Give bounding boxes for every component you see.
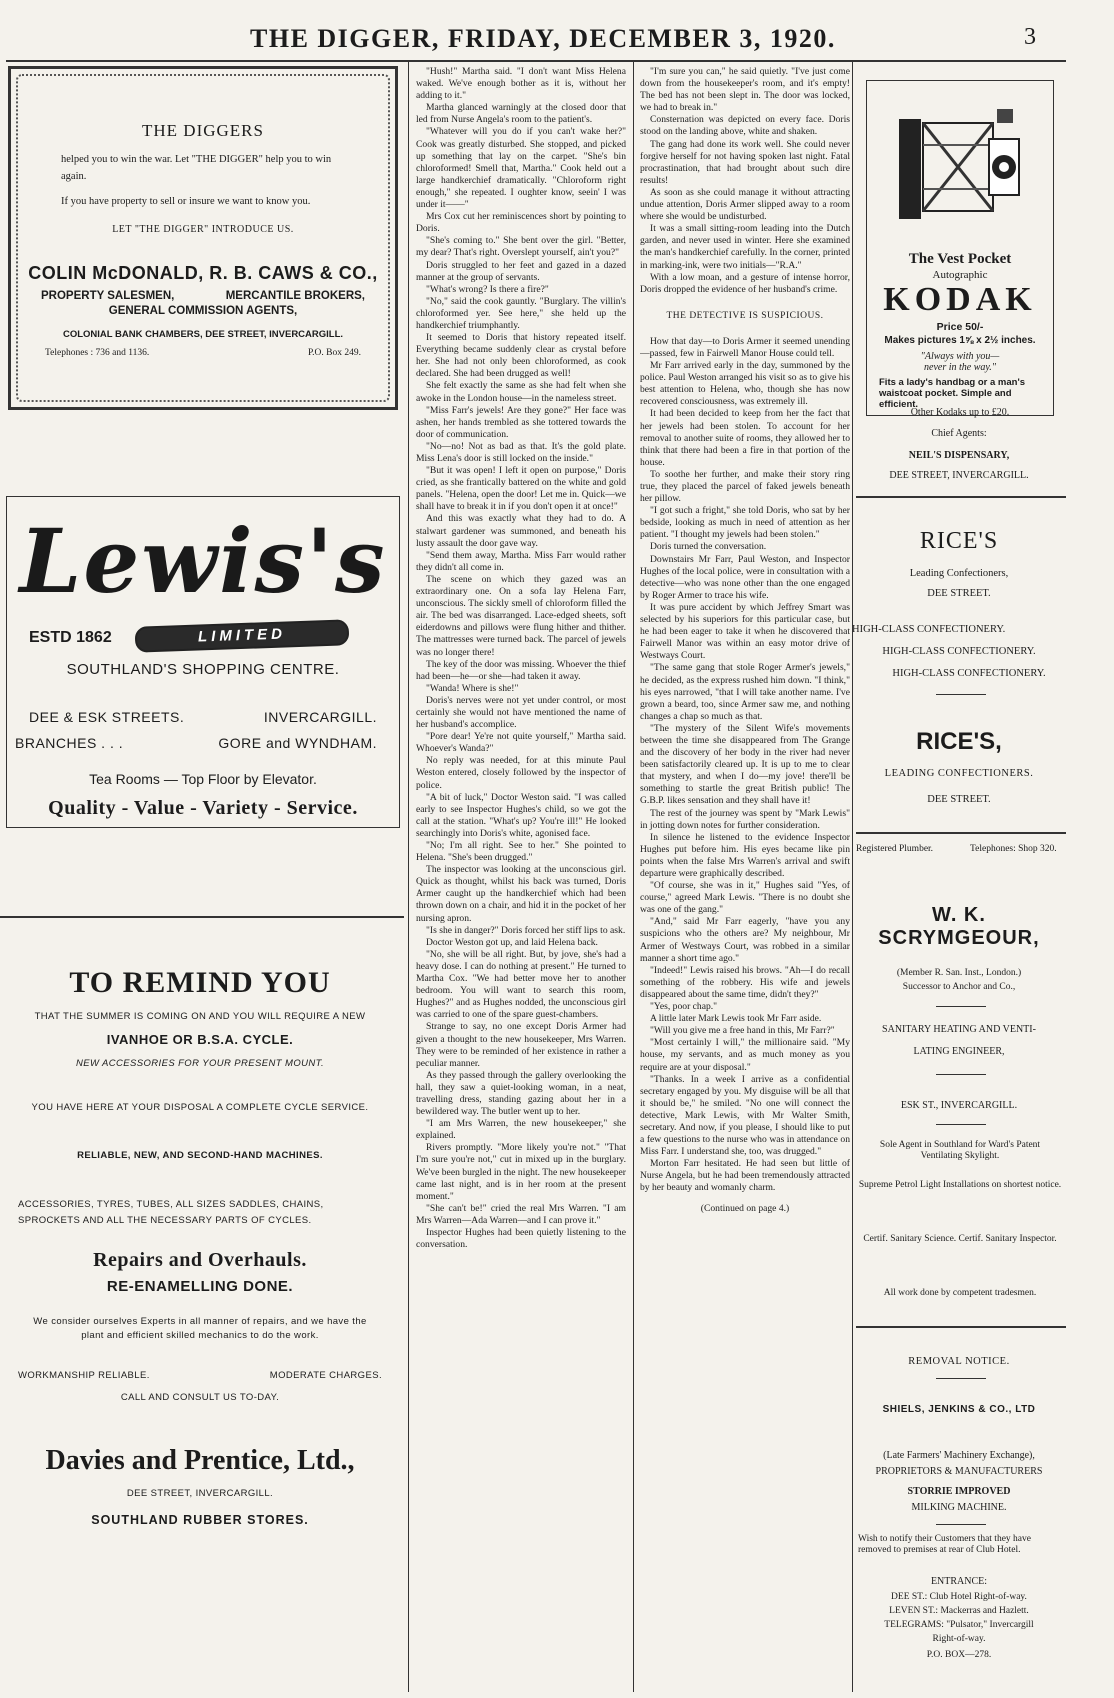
shiels-leven: LEVEN ST.: Mackerras and Hazlett.: [889, 1606, 1029, 1616]
lewis-city: INVERCARGILL.: [263, 709, 377, 725]
ad-separator: [936, 1074, 986, 1075]
story-paragraph: "Whatever will you do if you can't wake her?" Cook was greatly disturbed. She stopped, and picked up something that lay on the carpet. "She's bin chloroformed! Smell that, Martha." Cook held out a large handkerchief dramatically. "Chloroform right enough," she repeated. I oughter know, seein' I was under it——": [416, 126, 626, 211]
shiels-storrie: STORRIE IMPROVED: [907, 1486, 1011, 1497]
story-paragraph: "Most certainly I will," the millionaire said. "My house, my servants, and as much money as you require are at your disposal.": [640, 1037, 850, 1073]
story-paragraph: It seemed to Doris that history repeated itself. Everything became suddenly clear as crystal before her. She had not only been chloroformed, as cook declared. She had been drugged as well!: [416, 332, 626, 380]
shiels-dee: DEE ST.: Club Hotel Right-of-way.: [891, 1592, 1027, 1602]
story-paragraph: Doctor Weston got up, and laid Helena back.: [426, 936, 598, 948]
story-paragraph: Rivers promptly. "More likely you're not." "That I'm sure you're not," cut in mixed up in the burglary. We've been burgled in the night. The new housekeeper came last night, and is in her room at the present moment.": [416, 1142, 626, 1202]
story-paragraph: As soon as she could manage it without attracting undue attention, Doris Armer slipped away to a room where she would be undisturbed.: [640, 186, 850, 223]
camera-illustration: [897, 105, 1025, 225]
kodak-line: Makes pictures 1⅝ x 2½ inches.: [884, 335, 1036, 346]
rices-street: DEE STREET.: [927, 588, 991, 599]
shiels-wish: Wish to notify their Customers that they have removed to premises at rear of Club Hotel.: [858, 1534, 1031, 1555]
story-paragraph: "No, she will be all right. But, by jove, she's had a heavy dose. I can do nothing at present." He turned to Martha Cox. "We had better move her to another bedroom. You will want to search this room, Hughes?" and as Hughes nodded, the unconscious girl was carried to one of the spare guest-chambers.: [416, 948, 626, 1021]
scrymgeour-name: W. K. SCRYMGEOUR,: [878, 904, 1040, 949]
shiels-removal: REMOVAL NOTICE.: [908, 1356, 1010, 1367]
rices-sub: LEADING CONFECTIONERS.: [884, 768, 1034, 779]
diggers-intro: LET "THE DIGGER" INTRODUCE US.: [112, 224, 294, 235]
ad-separator: [936, 1124, 986, 1125]
scrymgeour-label: Registered Plumber.: [856, 844, 934, 854]
story-paragraph: "And," said Mr Farr eagerly, "have you any suspicions who the others are? My neighbour, Mr Armer of Westways Court, was robbed in a similar manner a short time ago.": [640, 916, 850, 964]
shiels-entrance: ENTRANCE:: [930, 1576, 988, 1587]
shiels-milking: MILKING MACHINE.: [911, 1502, 1007, 1513]
remind-line: MODERATE CHARGES.: [269, 1370, 382, 1381]
ad-separator: [936, 1006, 986, 1007]
diggers-heading: THE DIGGERS: [142, 121, 264, 140]
kodak-agent-address: DEE STREET, INVERCARGILL.: [889, 470, 1029, 481]
shiels-proprietors: PROPRIETORS & MANUFACTURERS: [875, 1466, 1043, 1477]
diggers-line: MERCANTILE BROKERS,: [225, 290, 365, 302]
scrymgeour-agent: Sole Agent in Southland for Ward's Patent Ventilating Skylight.: [879, 1140, 1041, 1161]
story-paragraph: "Thanks. In a week I arrive as a confidential secretary engaged by you. My disguise will be all that it should be," he smiled. "No one will connect the detective, Mark Lewis, with Mr Walter Smith, secretary. And now, if you please, I should like to put a few questions to the nurse who was in attendance on Miss Farr. I understand she, too, was drugged.": [640, 1073, 850, 1158]
story-paragraph: It was pure accident by which Jeffrey Smart was selected by his superiors for this particular case, but he had been eager to take it when he discovered that Fairwell Manor was within an easy motor drive of Westways Court.: [640, 601, 850, 662]
story-paragraph: "What's wrong? Is there a fire?": [426, 283, 549, 295]
story-paragraph: No reply was needed, for at this minute Paul Weston entered, closely followed by the inspector of police.: [416, 755, 626, 791]
story-paragraph: "I am Mrs Warren, the new housekeeper," she explained.: [416, 1118, 626, 1142]
column-rule: [408, 62, 409, 1692]
shiels-telegrams: TELEGRAMS: "Pulsator," Invercargill: [884, 1620, 1034, 1630]
story-paragraph: The scene on which they gazed was an extraordinary one. On a sofa lay Helena Farr, unconscious. The sickly smell of chloroform filled the air. The bed was disarranged. Lace-edged sheets, soft eiderdowns and pillows were flung hither and thither. The mattresses were turned back. The parcel of jewels was no longer there!: [416, 573, 626, 658]
story-paragraph: "She can't be!" cried the real Mrs Warren. "I am Mrs Warren—Ada Warren—and I can prove it.": [416, 1202, 626, 1226]
scrymgeour-successor: Successor to Anchor and Co.,: [902, 982, 1016, 992]
page-number: 3: [1024, 24, 1036, 50]
diggers-firm: COLIN McDONALD, R. B. CAWS & CO.,: [28, 263, 378, 283]
story-paragraph: "No; I'm all right. See to her." She pointed to Helena. "She's been drugged.": [416, 840, 626, 864]
ad-separator: [856, 496, 1066, 498]
lewis-branch-towns: GORE and WYNDHAM.: [218, 735, 377, 751]
diggers-text: helped you to win the war. Let "THE DIGGER" help you to win again.: [61, 154, 332, 182]
remind-line: RE-ENAMELLING DONE.: [106, 1278, 294, 1295]
story-paragraph: Martha glanced warningly at the closed door that led from Nurse Angela's room to the patient's.: [416, 102, 626, 126]
lewis-advert: [6, 496, 400, 828]
rices-name: RICE'S,: [916, 728, 1002, 755]
kodak-brand: KODAK: [883, 281, 1037, 318]
lewis-quality: Quality - Value - Variety - Service.: [48, 797, 358, 819]
scrymgeour-address: ESK ST., INVERCARGILL.: [900, 1100, 1018, 1111]
story-column-3: [640, 66, 850, 1686]
story-paragraph: In silence he listened to the evidence Inspector Hughes put before him. His eyes became like pin points when the false Mrs Warren's arrival and swift departure were graphically described.: [640, 831, 850, 879]
story-paragraph: "Of course, she was in it," Hughes said "Yes, of course," agreed Mark Lewis. "There is no doubt she was one of the gang.": [640, 880, 850, 916]
kodak-slogan: "Always with you—: [920, 351, 1000, 362]
kodak-slogan: never in the way.": [924, 362, 996, 373]
kodak-agent: NEIL'S DISPENSARY,: [908, 450, 1010, 461]
remind-line: ACCESSORIES, TYRES, TUBES, ALL SIZES SADDLES, CHAINS, SPROCKETS AND ALL THE NECESSARY PARTS OF CYCLES.: [18, 1199, 324, 1226]
story-paragraph: Inspector Hughes had been quietly listening to the conversation.: [416, 1227, 626, 1251]
remind-address: DEE STREET, INVERCARGILL.: [126, 1488, 274, 1499]
scrymgeour-supreme: Supreme Petrol Light Installations on shortest notice.: [858, 1180, 1062, 1190]
story-paragraph: And this was exactly what they had to do. A stalwart gardener was summoned, and beneath his lusty assault the door gave way.: [416, 513, 626, 549]
story-paragraph: Doris's nerves were not yet under control, or most certainly she would not have mentioned the name of her husband's accomplice.: [416, 694, 626, 731]
remind-advert: [0, 920, 400, 1690]
ad-separator: [0, 916, 404, 918]
ad-separator: [856, 832, 1066, 834]
rices-line: HIGH-CLASS CONFECTIONERY.: [852, 624, 1006, 635]
lewis-streets: DEE & ESK STREETS.: [29, 709, 185, 725]
story-paragraph: Consternation was depicted on every face. Doris stood on the landing above, white and shaken.: [640, 114, 850, 138]
story-paragraph: "Indeed!" Lewis raised his brows. "Ah—I do recall something of the robbery. His wife and jewels disappeared about the same time, didn't they?": [640, 964, 850, 1000]
rices-sub: Leading Confectioners,: [909, 568, 1009, 579]
scrymgeour-cert: Certif. Sanitary Science. Certif. Sanitary Inspector.: [863, 1234, 1057, 1244]
scrymgeour-trade: LATING ENGINEER,: [913, 1046, 1005, 1057]
scrymgeour-trade: SANITARY HEATING AND VENTI-: [882, 1024, 1036, 1035]
story-paragraph: "No—no! Not as bad as that. It's the gold plate. Miss Lena's door is still locked on the inside.": [416, 440, 626, 464]
story-paragraph: Mr Farr arrived early in the day, summoned by the police. Paul Weston arranged his visit so as to give his best attention to Helena, who, though she has now recovered consciousness, was extremely ill.: [640, 360, 850, 408]
lewis-limited-banner: LIMITED: [135, 619, 350, 652]
kodak-advert: [866, 80, 1054, 416]
story-paragraph: The inspector was looking at the unconscious girl. Quick as thought, whilst his back was turned, Doris Armer caught up the handkerchief which had been thrown down on a chair, and hid it in the pocket of her nursing apron.: [416, 864, 626, 924]
section-heading: THE DETECTIVE IS SUSPICIOUS.: [666, 310, 824, 321]
story-paragraph: "Will you give me a free hand in this, Mr Farr?": [650, 1025, 835, 1037]
story-column-2: [416, 66, 626, 1686]
remind-title: TO REMIND YOU: [69, 966, 331, 999]
kodak-line: Autographic: [932, 269, 988, 281]
kodak-line: Other Kodaks up to £20.: [910, 407, 1010, 418]
story-paragraph: Morton Farr hesitated. He had seen but little of Nurse Angela, but he had been tremendously attracted by her beauty and womanly charm.: [640, 1158, 850, 1194]
rices-street: DEE STREET.: [927, 794, 991, 805]
shiels-name: SHIELS, JENKINS & CO., LTD: [882, 1404, 1036, 1415]
remind-line: CALL AND CONSULT US TO-DAY.: [120, 1392, 280, 1403]
story-paragraph: As they passed through the gallery overlooking the hall, they saw a quiet-looking woman, in a neat, travelling dress, standing gazing about her in a bewildered way. The butler went up to her.: [416, 1069, 626, 1118]
story-paragraph: It had been decided to keep from her the fact that her jewels had been stolen. To account for her removal to another suite of rooms, they allowed her to think that there had been a fire in that portion of the house.: [640, 408, 850, 468]
story-paragraph: The gang had done its work well. She could never forgive herself for not having spoken last night. Fatal procrastination, that had brought about such dire results!: [640, 138, 850, 186]
lewis-tea-rooms: Tea Rooms — Top Floor by Elevator.: [89, 771, 317, 787]
remind-repairs: Repairs and Overhauls.: [93, 1249, 307, 1271]
scrymgeour-phone: Telephones: Shop 320.: [970, 844, 1057, 854]
lewis-logo: Lewis's: [19, 509, 387, 613]
remind-line: WORKMANSHIP RELIABLE.: [18, 1370, 150, 1381]
story-paragraph: "A bit of luck," Doctor Weston said. "I was called early to see Inspector Hughes's child, so we got the call at the station. "What's up? You're ill!" He looked searchingly into Doris's white, agonised face.: [416, 791, 626, 839]
masthead: [0, 18, 1114, 54]
story-paragraph: Downstairs Mr Farr, Paul Weston, and Inspector Hughes of the local police, were in consultation with a detective—who was none other than the one engaged by Roger Armer to trace his wife.: [640, 553, 850, 601]
story-paragraph: "Is she in danger?" Doris forced her stiff lips to ask.: [426, 924, 626, 936]
story-paragraph: "The same gang that stole Roger Armer's jewels," he decided, as the express rushed him down. "I think," his eyes narrowed, "that I will take another name. I've grown a beard, too, since Armer saw me, and nothing changes a chap so much as that.: [640, 662, 850, 722]
remind-line: RELIABLE, NEW, AND SECOND-HAND MACHINES.: [77, 1150, 323, 1161]
shiels-right-of-way: Right-of-way.: [932, 1634, 986, 1644]
story-paragraph: "Wanda! Where is she!": [426, 682, 519, 694]
story-paragraph: Doris struggled to her feet and gazed in a dazed manner at the group of servants.: [416, 259, 626, 283]
story-paragraph: "Yes, poor chap.": [650, 1001, 718, 1013]
story-paragraph: The rest of the journey was spent by "Mark Lewis" in jotting down notes for further consideration.: [640, 807, 850, 831]
story-paragraph: Doris turned the conversation.: [650, 541, 767, 553]
remind-line: We consider ourselves Experts in all manner of repairs, and we have the plant and efficient skilled mechanics to do the work.: [33, 1316, 367, 1341]
kodak-price: Price 50/-: [936, 321, 984, 333]
rices-line: HIGH-CLASS CONFECTIONERY.: [892, 668, 1046, 679]
remind-footer: SOUTHLAND RUBBER STORES.: [91, 1513, 309, 1527]
rices-line: HIGH-CLASS CONFECTIONERY.: [882, 646, 1036, 657]
remind-line: NEW ACCESSORIES FOR YOUR PRESENT MOUNT.: [75, 1058, 325, 1069]
ad-separator: [856, 1326, 1066, 1328]
shiels-late: (Late Farmers' Machinery Exchange),: [883, 1450, 1035, 1461]
lewis-tagline: SOUTHLAND'S SHOPPING CENTRE.: [66, 661, 340, 678]
diggers-pobox: P.O. Box 249.: [307, 348, 361, 358]
story-paragraph: The key of the door was missing. Whoever the thief had been—he—or she—had taken it away.: [416, 658, 626, 682]
story-paragraph: "I'm sure you can," he said quietly. "I've just come down from the housekeeper's room, and it's empty! The bed has not been slept in. The door was locked, we had to break in.": [640, 66, 850, 114]
remind-line: YOU HAVE HERE AT YOUR DISPOSAL A COMPLETE CYCLE SERVICE.: [31, 1102, 369, 1113]
story-paragraph: "No," said the cook gauntly. "Burglary. The villin's chloroformed yer. See here," she held up the handkerchief triumphantly.: [416, 295, 626, 331]
diggers-address: COLONIAL BANK CHAMBERS, DEE STREET, INVERCARGILL.: [62, 329, 344, 340]
story-paragraph: With a low moan, and a gesture of intense horror, Doris dropped the evidence of her husband's crime.: [640, 271, 850, 295]
story-paragraph: She felt exactly the same as she had felt when she awoke in the London house—in the nameless street.: [416, 380, 626, 404]
continued-note: (Continued on page 4.): [700, 1202, 790, 1214]
story-paragraph: How that day—to Doris Armer it seemed unending—passed, few in Fairwell Manor House could tell.: [640, 335, 850, 359]
story-paragraph: To soothe her further, and make their story ring true, they placed the parcel of faked jewels beneath her pillow.: [640, 468, 850, 505]
diggers-text: If you have property to sell or insure we want to know you.: [61, 196, 311, 207]
page-title: THE DIGGER, FRIDAY, DECEMBER 3, 1920.: [250, 24, 836, 53]
story-paragraph: "I got such a fright," she told Doris, who sat by her bedside, looking as much in need of attention as her patient. "I thought my jewels had been stolen.": [640, 505, 850, 541]
story-paragraph: "She's coming to." She bent over the girl. "Better, my dear? That's right. Overslept yourself, ain't you?": [416, 235, 626, 259]
lewis-established: ESTD 1862: [29, 629, 112, 646]
column-rule: [633, 62, 634, 1692]
kodak-line: Fits a lady's handbag or a man's waistcoat pocket. Simple and efficient.: [879, 377, 1026, 410]
story-paragraph: Mrs Cox cut her reminiscences short by pointing to Doris.: [416, 211, 626, 235]
story-paragraph: Strange to say, no one except Doris Armer had given a thought to the new housekeeper, Mrs Warren. They were to be reminded of her existence in rather a peculiar manner.: [416, 1021, 626, 1069]
diggers-advert: [8, 66, 398, 410]
diggers-telephones: Telephones : 736 and 1136.: [45, 348, 150, 358]
remind-line: IVANHOE OR B.S.A. CYCLE.: [106, 1032, 294, 1047]
story-paragraph: A little later Mark Lewis took Mr Farr aside.: [650, 1013, 822, 1025]
story-paragraph: "But it was open! I left it open on purpose," Doris cried, as she frantically battered on the white and gold panels. "Helena, open the door! Let me in. Quick—we shall have to break it in if you don't open it at once!": [416, 465, 626, 513]
story-paragraph: "Hush!" Martha said. "I don't want Miss Helena waked. We've enough bother as it is, without her adding to it.": [416, 66, 626, 102]
remind-line: THAT THE SUMMER IS COMING ON AND YOU WILL REQUIRE A NEW: [34, 1011, 366, 1022]
remind-firm: Davies and Prentice, Ltd.,: [45, 1445, 355, 1476]
diggers-line: PROPERTY SALESMEN,: [41, 290, 175, 302]
header-rule: [6, 60, 1066, 62]
story-paragraph: "Pore dear! Ye're not quite yourself," Martha said. Whoever's Wanda?": [416, 731, 626, 755]
story-paragraph: "Miss Farr's jewels! Are they gone?" Her face was ashen, her hands trembled as she tottered towards the door of communication.: [416, 404, 626, 440]
scrymgeour-work: All work done by competent tradesmen.: [883, 1288, 1037, 1298]
shiels-po-box: P.O. BOX—278.: [926, 1650, 992, 1660]
story-paragraph: "Send them away, Martha. Miss Farr would rather they didn't all come in.: [416, 549, 626, 573]
kodak-agents-label: Chief Agents:: [931, 428, 987, 439]
ad-separator: [936, 1524, 986, 1525]
diggers-line: GENERAL COMMISSION AGENTS,: [108, 305, 298, 317]
column-rule: [852, 62, 853, 1692]
ad-separator: [936, 694, 986, 695]
lewis-branches: BRANCHES . . .: [15, 735, 124, 751]
story-paragraph: "The mystery of the Silent Wife's movements between the time she disappeared from The Grange and the discovery of her body in the river had never been satisfactorily cleared up. It is up to me to clear that mystery, and when I do—my jove! there'll be something to startle the great British public! The G.B.P. likes sensation and they shall have it!: [640, 722, 850, 807]
ad-separator: [936, 1378, 986, 1379]
story-paragraph: It was a small sitting-room leading into the Dutch garden, and never used in winter. Here she examined the man's handkerchief carefully. In the corner, printed in marking-ink, were two initials—"R.A.": [640, 223, 850, 271]
scrymgeour-member: (Member R. San. Inst., London.): [896, 968, 1022, 978]
rices-name: RICE'S: [919, 528, 999, 554]
kodak-line: The Vest Pocket: [908, 251, 1012, 267]
